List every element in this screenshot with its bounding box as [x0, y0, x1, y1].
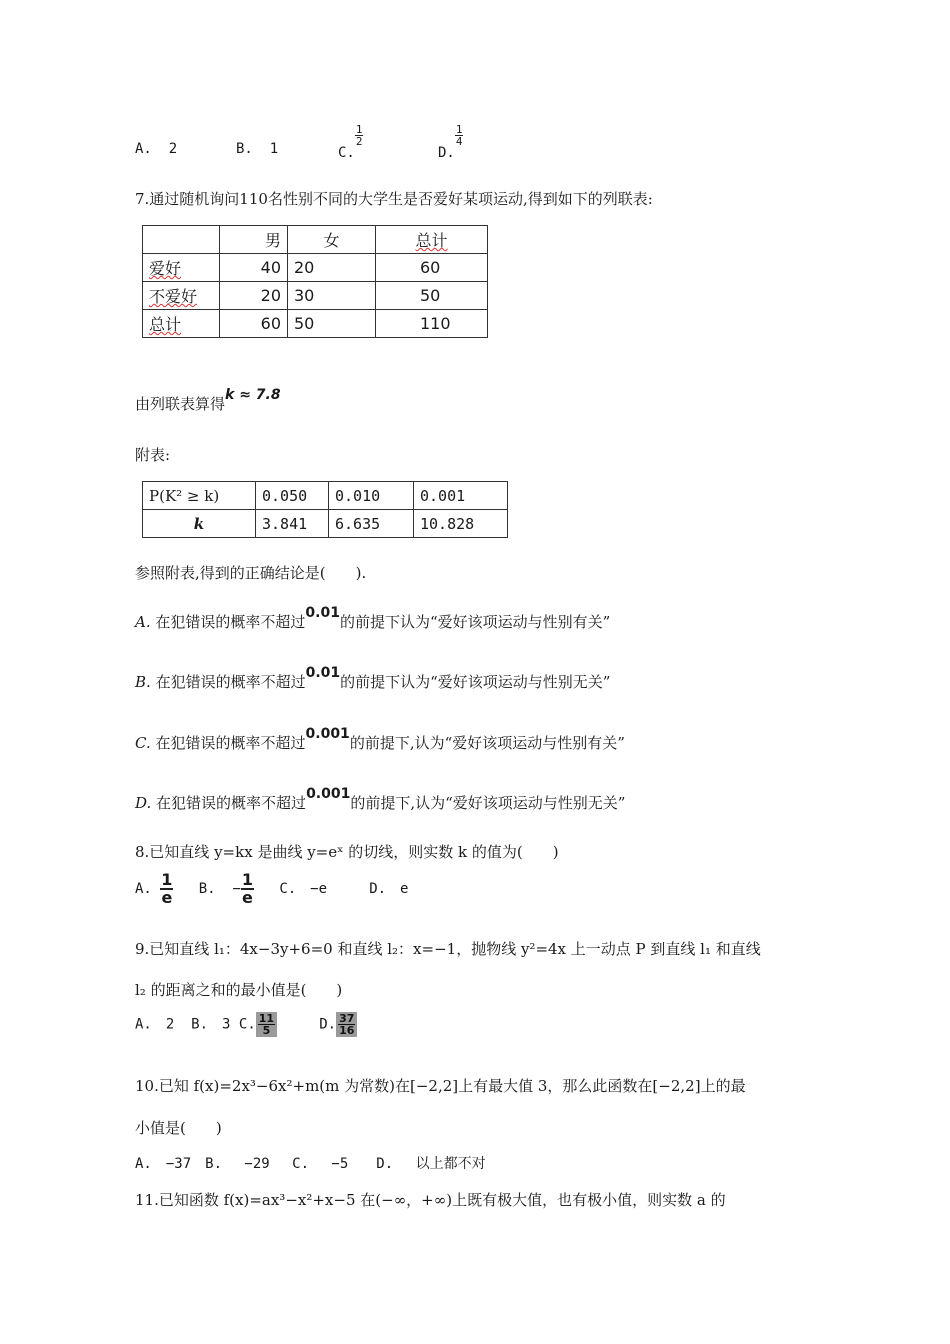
- q7-option-d-post: 的前提下,认为“爱好该项运动与性别无关”: [350, 794, 626, 812]
- table-cell-text: 总计: [149, 315, 182, 334]
- q8-option-b-fraction: [241, 872, 254, 906]
- q6-option-a-letter: A.: [135, 141, 152, 157]
- q8-option-a-letter: A.: [135, 881, 152, 897]
- q8-option-b-sign: −: [232, 881, 241, 897]
- q7-option-d: [135, 786, 626, 813]
- table-cell: 20: [288, 254, 376, 282]
- q8-option-c: C. −e: [279, 881, 328, 897]
- table-cell: 6.635: [329, 510, 414, 538]
- table-cell: P(K² ≥ k): [143, 482, 256, 510]
- table-cell: 110: [376, 310, 488, 338]
- q8-option-b-den: e: [242, 888, 253, 907]
- q7-computed-prefix: 由列联表算得: [135, 395, 226, 413]
- q6-option-c-fraction: [355, 124, 364, 147]
- table-header-cell: [143, 226, 220, 254]
- table-cell: 10.828: [414, 510, 508, 538]
- q6-option-d-num: 1: [455, 123, 463, 136]
- q7-contingency-table: [142, 225, 488, 338]
- q6-option-b-letter: B.: [236, 141, 253, 157]
- q7-option-c: [135, 726, 625, 753]
- q9-option-d-den: 16: [339, 1024, 355, 1037]
- q9-option-c-fraction: [256, 1012, 277, 1037]
- q7-option-a-value: 0.01: [305, 605, 340, 621]
- table-row: [143, 282, 488, 310]
- table-cell: 0.010: [329, 482, 414, 510]
- table-cell: [143, 254, 220, 282]
- q7-option-c-value: 0.001: [305, 726, 350, 742]
- q8-stem: 8.已知直线 y=kx 是曲线 y=eˣ 的切线，则实数 k 的值为( ): [135, 843, 559, 861]
- table-row: [143, 482, 508, 510]
- table-header-cell: 男: [220, 226, 288, 254]
- q7-option-c-post: 的前提下,认为“爱好该项运动与性别有关”: [349, 734, 625, 752]
- table-cell: 60: [376, 254, 488, 282]
- q7-option-a-post: 的前提下认为“爱好该项运动与性别有关”: [339, 613, 611, 631]
- table-cell: 0.050: [256, 482, 329, 510]
- table-header-cell: [376, 226, 488, 254]
- table-cell: 60: [220, 310, 288, 338]
- q7-appendix-table: [142, 481, 508, 538]
- q10-line1: 10.已知 f(x)=2x³−6x²+m(m 为常数)在[−2,2]上有最大值 3，那么此函数在[−2,2]上的最: [135, 1077, 746, 1095]
- q9-options: [135, 1012, 357, 1037]
- q9-option-d-fraction: [336, 1012, 357, 1037]
- q6-option-a: [135, 141, 177, 157]
- q8-options: [135, 872, 409, 906]
- q7-computed-line: [135, 387, 281, 414]
- q7-appendix-label: 附表:: [135, 446, 171, 464]
- table-cell-text: 爱好: [149, 259, 182, 278]
- q11-line1: 11.已知函数 f(x)=ax³−x²+x−5 在(−∞，+∞)上既有极大值，也有极小值，则实数 a 的: [135, 1191, 726, 1209]
- table-row: [143, 510, 508, 538]
- q6-option-d-den: 4: [455, 135, 463, 148]
- table-cell: 50: [288, 310, 376, 338]
- q10-options: A. −37 B. −29 C. −5 D. 以上都不对: [135, 1156, 486, 1172]
- table-cell: [143, 310, 220, 338]
- q7-computed-value: k ≈ 7.8: [225, 387, 281, 403]
- q9-option-d-num: 37: [339, 1012, 355, 1025]
- q7-option-a: [135, 605, 611, 632]
- q7-option-b-value: 0.01: [305, 665, 341, 681]
- table-cell: 3.841: [256, 510, 329, 538]
- q6-option-b-value: 1: [269, 141, 279, 157]
- q7-option-d-pre: 在犯错误的概率不超过: [156, 794, 307, 812]
- q7-option-d-value: 0.001: [306, 786, 351, 802]
- q6-option-d: [438, 123, 463, 161]
- q7-option-b: [135, 665, 611, 692]
- table-cell: k: [143, 510, 256, 538]
- q8-option-a-num: 1: [161, 870, 173, 889]
- table-row: [143, 254, 488, 282]
- table-cell: 50: [376, 282, 488, 310]
- q9-option-a: A. 2: [135, 1016, 175, 1033]
- table-cell: [143, 282, 220, 310]
- q6-option-c-num: 1: [355, 123, 363, 136]
- q7-stem: 7.通过随机询问110名性别不同的大学生是否爱好某项运动,得到如下的列联表:: [135, 190, 653, 208]
- q6-option-d-fraction: [455, 124, 464, 147]
- q8-option-b-num: 1: [241, 870, 254, 889]
- q6-option-c-den: 2: [355, 135, 363, 148]
- q8-option-d: D. e: [369, 881, 409, 897]
- q8-option-a-den: e: [161, 888, 173, 907]
- table-row: [143, 310, 488, 338]
- table-header-row: [143, 226, 488, 254]
- q9-line2: l₂ 的距离之和的最小值是( ): [135, 981, 343, 999]
- q7-option-d-letter: D.: [135, 794, 152, 812]
- q10-line2: 小值是( ): [135, 1119, 222, 1137]
- table-cell: 20: [220, 282, 288, 310]
- table-cell: 0.001: [414, 482, 508, 510]
- table-cell: 30: [288, 282, 376, 310]
- q7-question: 参照附表,得到的正确结论是( ).: [135, 564, 367, 582]
- table-header-cell: 女: [288, 226, 376, 254]
- q7-option-a-pre: 在犯错误的概率不超过: [155, 613, 306, 631]
- q8-option-b-letter: B.: [198, 881, 216, 897]
- q6-option-d-letter: D.: [438, 144, 455, 161]
- table-cell-text: 不爱好: [149, 287, 198, 306]
- q9-option-b: B. 3: [191, 1016, 231, 1033]
- q6-option-b: [236, 141, 278, 157]
- q7-option-c-letter: C.: [135, 734, 151, 752]
- q9-line1: 9.已知直线 l₁：4x−3y+6=0 和直线 l₂：x=−1，抛物线 y²=4x 上一动点 P 到直线 l₁ 和直线: [135, 940, 761, 958]
- q7-option-b-letter: B.: [135, 673, 151, 691]
- q9-option-c-letter: C.: [238, 1016, 256, 1033]
- q6-option-c: [338, 123, 363, 161]
- q9-option-c-num: 11: [258, 1012, 275, 1025]
- q9-option-c-den: 5: [262, 1024, 271, 1037]
- table-header-text: 总计: [415, 231, 448, 250]
- q7-option-b-post: 的前提下认为“爱好该项运动与性别无关”: [340, 673, 611, 691]
- q7-option-b-pre: 在犯错误的概率不超过: [155, 673, 306, 691]
- table-cell: 40: [220, 254, 288, 282]
- q6-option-c-letter: C.: [338, 144, 355, 161]
- q7-option-c-pre: 在犯错误的概率不超过: [155, 734, 306, 752]
- q7-option-a-letter: A.: [135, 613, 151, 631]
- q8-option-a-fraction: [160, 872, 173, 906]
- q6-option-a-value: 2: [168, 141, 178, 157]
- q9-option-d-letter: D.: [319, 1016, 337, 1033]
